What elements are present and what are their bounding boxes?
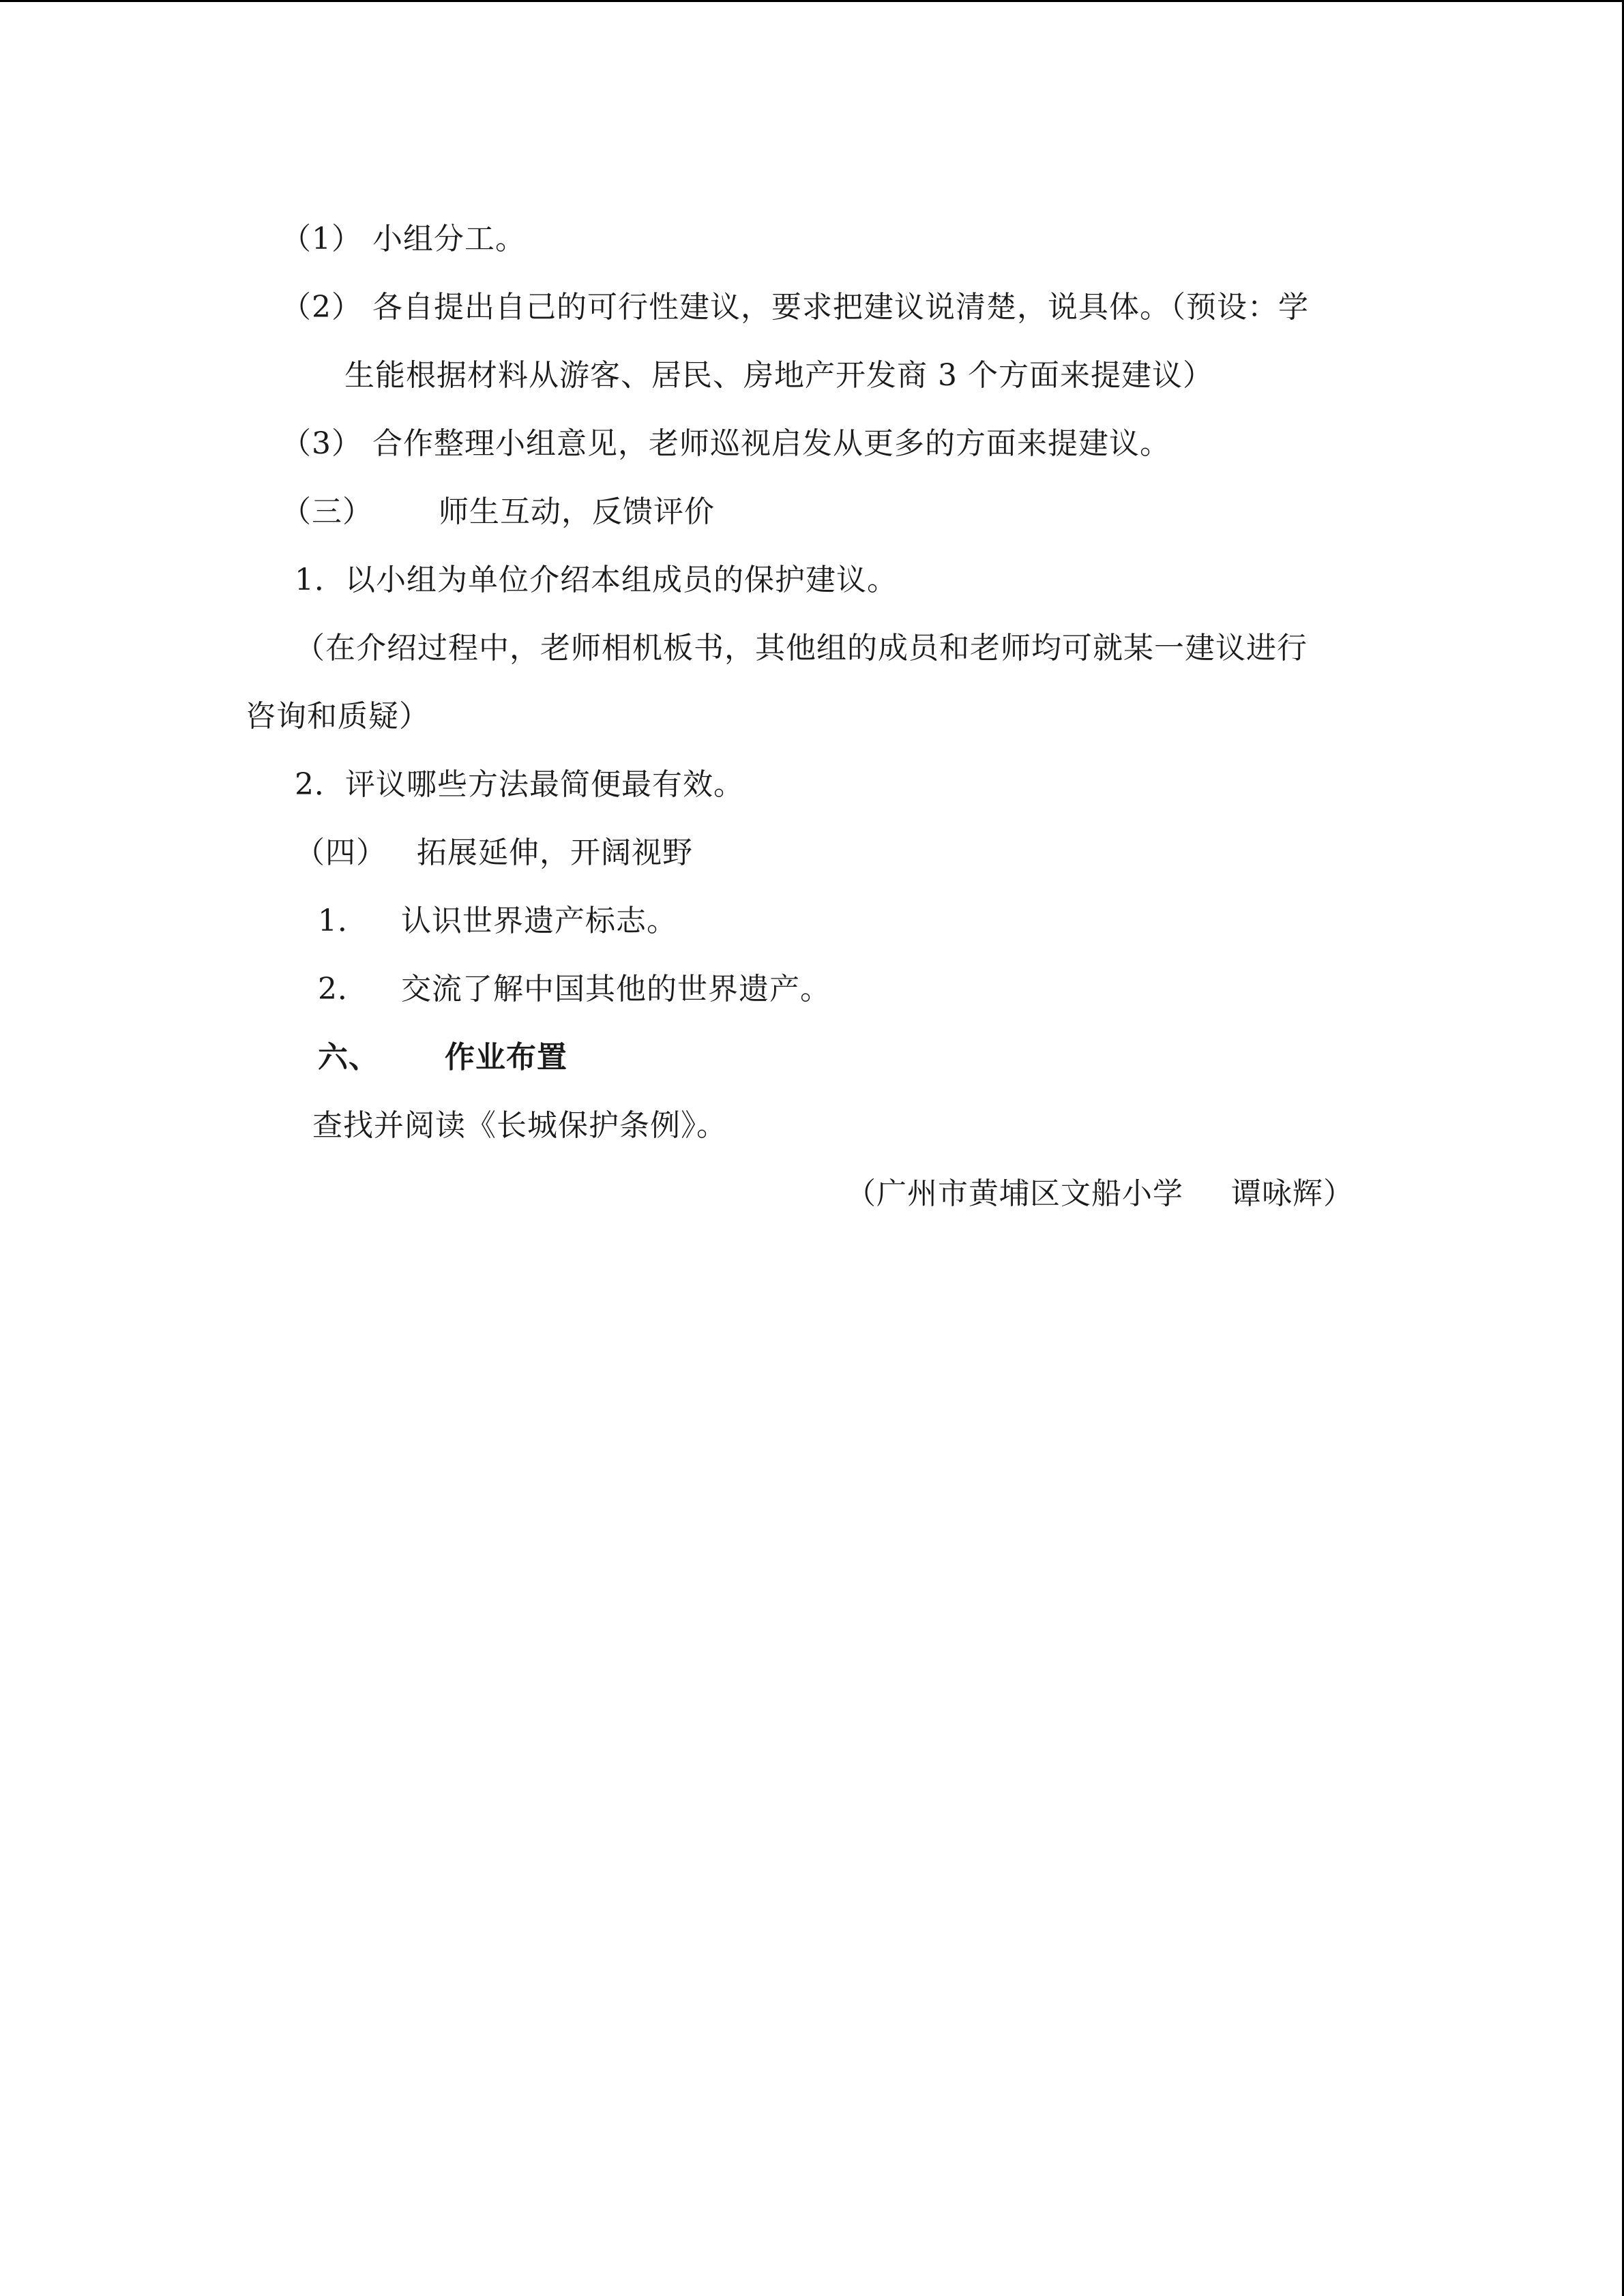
section-4-label: （四） (295, 835, 387, 870)
sub-item-1-text: 认识世界遗产标志。 (401, 904, 677, 938)
sub-item-2-number: 2． (318, 972, 368, 1007)
section-3-heading (281, 492, 715, 533)
part-6-heading (318, 1037, 567, 1078)
section-4-title: 拓展延伸，开阔视野 (417, 835, 693, 870)
homework-line: 查找并阅读《长城保护条例》。 (312, 1108, 727, 1143)
section-3-title: 师生互动，反馈评价 (439, 494, 715, 529)
part-6-label: 六、 (318, 1040, 379, 1075)
sub-item-2 (318, 969, 831, 1010)
signature-line (846, 1174, 1354, 1214)
step-1-line: （1） 小组分工。 (281, 222, 526, 256)
part-6-title: 作业布置 (445, 1040, 567, 1075)
section-3-label: （三） (281, 494, 373, 529)
sub-item-2-text: 交流了解中国其他的世界遗产。 (401, 972, 831, 1007)
signature-school: （广州市黄埔区文船小学 (846, 1176, 1183, 1211)
item-1-line: 1．以小组为单位介绍本组成员的保护建议。 (295, 563, 898, 597)
section-4-heading (295, 833, 693, 874)
note-line: （在介绍过程中，老师相机板书，其他组的成员和老师均可就某一建议进行 (295, 631, 1308, 666)
note-continuation: 咨询和质疑） (246, 699, 430, 734)
signature-name: 谭咏辉） (1231, 1176, 1354, 1211)
sub-item-1-number: 1． (318, 904, 368, 938)
step-3-line: （3） 合作整理小组意见，老师巡视启发从更多的方面来提建议。 (281, 426, 1170, 461)
step-2-continuation: 生能根据材料从游客、居民、房地产开发商 3 个方面来提建议） (344, 358, 1213, 393)
item-2-line: 2．评议哪些方法最简便最有效。 (295, 767, 744, 802)
sub-item-1 (318, 901, 677, 942)
step-2-line: （2） 各自提出自己的可行性建议，要求把建议说清楚，说具体。（预设：学 (281, 290, 1309, 325)
